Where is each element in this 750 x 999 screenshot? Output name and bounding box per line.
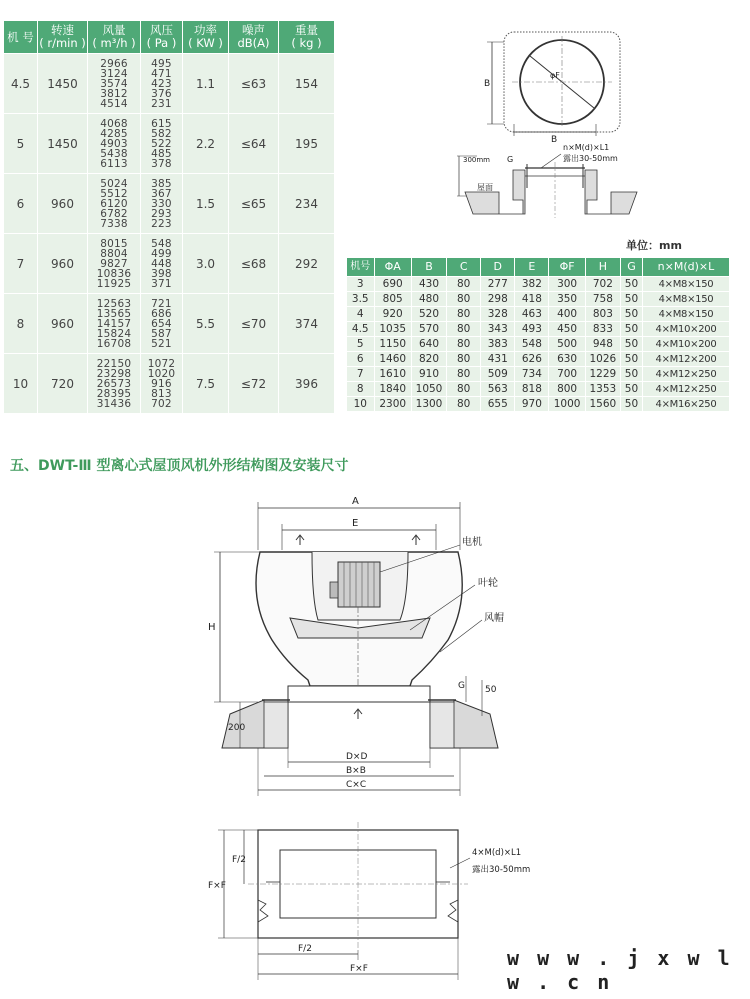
perf-cell-weight: 154 (279, 54, 335, 114)
perf-cell-speed: 1450 (38, 114, 88, 174)
dim-cell: 7 (347, 367, 375, 382)
perf-cell-noise: ≤63 (229, 54, 279, 114)
dim-cell: 80 (447, 367, 481, 382)
dim-cell: 1300 (411, 397, 446, 412)
perf-cell-noise: ≤64 (229, 114, 279, 174)
perf-cell-weight: 195 (279, 114, 335, 174)
label-fxf-v: F×F (208, 881, 226, 891)
dim-cell: 970 (515, 397, 549, 412)
perf-pressure-value: 448 (151, 257, 172, 270)
dim-cell: 4×M12×250 (642, 382, 729, 397)
dim-cell: 298 (481, 292, 515, 307)
perf-header-cell (4, 21, 38, 54)
perf-flow-value: 31436 (96, 397, 132, 410)
label-e: E (352, 518, 359, 529)
dim-cell: 1000 (549, 397, 585, 412)
perf-pressure-value: 378 (151, 157, 172, 170)
perf-pressure-value: 385 (151, 177, 172, 190)
dim-cell: 548 (515, 337, 549, 352)
perf-cell-power: 5.5 (183, 294, 229, 354)
perf-header-line1: 噪声 (242, 23, 265, 37)
dim-cell: 431 (481, 352, 515, 367)
dim-cell: 328 (481, 307, 515, 322)
perf-cell-no: 10 (4, 354, 38, 414)
dim-cell: 80 (447, 307, 481, 322)
dim-header-cell: n×M(d)×L (642, 258, 729, 277)
dim-cell: 800 (549, 382, 585, 397)
dim-cell: 1610 (374, 367, 411, 382)
dim-cell: 640 (411, 337, 446, 352)
dim-cell: 4.5 (347, 322, 375, 337)
perf-flow-value: 4903 (100, 137, 128, 150)
dim-cell: 4×M8×150 (642, 277, 729, 292)
dim-cell: 80 (447, 382, 481, 397)
dim-row (347, 367, 730, 382)
perf-flow-value: 16708 (96, 337, 132, 350)
dim-row (347, 397, 730, 412)
perf-flow-value: 3574 (100, 77, 128, 90)
perf-pressure-value: 293 (151, 207, 172, 220)
dim-cell: 4×M16×250 (642, 397, 729, 412)
dim-cell: 1560 (585, 397, 620, 412)
dim-cell: 383 (481, 337, 515, 352)
perf-header-line1: 机 号 (7, 29, 34, 44)
dim-cell: 50 (620, 397, 642, 412)
perf-cell-flow (88, 354, 141, 414)
dim-row (347, 337, 730, 352)
perf-cell-pressure (141, 54, 183, 114)
perf-cell-pressure (141, 114, 183, 174)
perf-cell-noise: ≤68 (229, 234, 279, 294)
perf-flow-value: 10836 (96, 267, 132, 280)
dim-cell: 500 (549, 337, 585, 352)
dim-cell: 655 (481, 397, 515, 412)
label-dxd: D×D (346, 752, 368, 762)
dim-header-cell: B (411, 258, 446, 277)
perf-pressure-value: 654 (151, 317, 172, 330)
dim-cell: 80 (447, 397, 481, 412)
perf-cell-flow (88, 54, 141, 114)
perf-cell-power: 7.5 (183, 354, 229, 414)
perf-pressure-value: 522 (151, 137, 172, 150)
perf-header-cell (141, 21, 183, 54)
perf-pressure-value: 495 (151, 57, 172, 70)
perf-cell-speed: 960 (38, 174, 88, 234)
website-url: w w w . j x w l w . c n (507, 946, 733, 994)
dim-cell: 563 (481, 382, 515, 397)
label-g: G (507, 155, 514, 164)
perf-flow-value: 26573 (96, 377, 132, 390)
dim-header-cell: 机号 (347, 258, 375, 277)
perf-cell-power: 2.2 (183, 114, 229, 174)
perf-flow-value: 23298 (96, 367, 132, 380)
perf-row (4, 114, 335, 174)
dim-cell: 690 (374, 277, 411, 292)
dim-cell: 1229 (585, 367, 620, 382)
dim-row (347, 307, 730, 322)
perf-header-line1: 风压 (150, 23, 173, 37)
label-fxf-h: F×F (350, 964, 368, 974)
dim-cell: 3.5 (347, 292, 375, 307)
label-protrude: 露出30-50mm (563, 154, 618, 163)
dim-cell: 626 (515, 352, 549, 367)
dim-cell: 702 (585, 277, 620, 292)
dim-cell: 4×M10×200 (642, 322, 729, 337)
dim-row (347, 352, 730, 367)
top-section-drawing (455, 142, 645, 222)
dim-cell: 343 (481, 322, 515, 337)
label-phi-f: φF (550, 71, 560, 80)
dim-cell: 3 (347, 277, 375, 292)
perf-pressure-value: 231 (151, 97, 172, 110)
dim-cell: 493 (515, 322, 549, 337)
perf-flow-value: 5512 (100, 187, 128, 200)
dim-cell: 1035 (374, 322, 411, 337)
label-cxc: C×C (346, 780, 367, 790)
dim-cell: 948 (585, 337, 620, 352)
dim-cell: 480 (411, 292, 446, 307)
dim-cell: 6 (347, 352, 375, 367)
dim-cell: 382 (515, 277, 549, 292)
dim-cell: 300 (549, 277, 585, 292)
dim-cell: 1050 (411, 382, 446, 397)
perf-header-line2: ( Pa ) (146, 36, 177, 50)
dim-cell: 1026 (585, 352, 620, 367)
perf-cell-pressure (141, 234, 183, 294)
perf-flow-value: 13565 (96, 307, 132, 320)
label-protrude-base: 露出30-50mm (472, 865, 531, 875)
label-two-hundred: 200 (228, 723, 246, 733)
dim-cell: 700 (549, 367, 585, 382)
perf-cell-pressure (141, 174, 183, 234)
label-bolt: n×M(d)×L1 (563, 143, 610, 152)
perf-cell-flow (88, 114, 141, 174)
perf-flow-value: 14157 (96, 317, 132, 330)
perf-flow-value: 6120 (100, 197, 128, 210)
perf-header-line1: 风量 (102, 23, 126, 37)
dim-cell: 80 (447, 352, 481, 367)
perf-pressure-value: 485 (151, 147, 172, 160)
dim-row (347, 277, 730, 292)
dim-cell: 400 (549, 307, 585, 322)
dim-cell: 1840 (374, 382, 411, 397)
perf-cell-noise: ≤65 (229, 174, 279, 234)
base-plan-drawing (200, 822, 550, 987)
dim-header-cell: G (620, 258, 642, 277)
perf-cell-no: 6 (4, 174, 38, 234)
dim-cell: 8 (347, 382, 375, 397)
perf-row (4, 354, 335, 414)
dim-cell: 820 (411, 352, 446, 367)
dim-cell: 4×M12×250 (642, 367, 729, 382)
perf-flow-value: 8804 (100, 247, 128, 260)
perf-cell-power: 3.0 (183, 234, 229, 294)
dim-cell: 833 (585, 322, 620, 337)
perf-pressure-value: 471 (151, 67, 172, 80)
perf-cell-noise: ≤72 (229, 354, 279, 414)
perf-header-line2: ( m³/h ) (92, 36, 136, 50)
perf-flow-value: 12563 (96, 297, 132, 310)
perf-header-line2: ( kg ) (291, 36, 322, 50)
dim-cell: 4×M12×200 (642, 352, 729, 367)
perf-flow-value: 3124 (100, 67, 128, 80)
perf-row (4, 54, 335, 114)
perf-flow-value: 5438 (100, 147, 128, 160)
perf-header-row (4, 21, 335, 54)
perf-pressure-value: 1072 (147, 357, 176, 370)
dim-cell: 50 (620, 382, 642, 397)
dim-cell: 734 (515, 367, 549, 382)
perf-header-line1: 重量 (295, 23, 318, 37)
perf-cell-weight: 234 (279, 174, 335, 234)
dim-cell: 758 (585, 292, 620, 307)
dim-header-row (347, 258, 730, 277)
perf-pressure-value: 615 (151, 117, 172, 130)
dim-row (347, 382, 730, 397)
perf-pressure-value: 367 (151, 187, 172, 200)
perf-cell-weight: 396 (279, 354, 335, 414)
perf-header-line2: dB(A) (237, 36, 270, 50)
dim-cell: 1460 (374, 352, 411, 367)
label-a: A (352, 496, 359, 507)
perf-row (4, 234, 335, 294)
perf-cell-weight: 292 (279, 234, 335, 294)
perf-pressure-value: 223 (151, 217, 172, 230)
perf-flow-value: 4068 (100, 117, 128, 130)
dim-cell: 80 (447, 292, 481, 307)
dim-cell: 277 (481, 277, 515, 292)
perf-cell-speed: 960 (38, 294, 88, 354)
dim-cell: 1150 (374, 337, 411, 352)
perf-cell-weight: 374 (279, 294, 335, 354)
perf-header-cell (38, 21, 88, 54)
label-bxb: B×B (346, 766, 366, 776)
dim-cell: 80 (447, 277, 481, 292)
dim-cell: 450 (549, 322, 585, 337)
perf-header-cell (279, 21, 335, 54)
dim-header-cell: ΦF (549, 258, 585, 277)
dim-header-cell: C (447, 258, 481, 277)
dim-cell: 4 (347, 307, 375, 322)
perf-pressure-value: 916 (151, 377, 172, 390)
dim-cell: 630 (549, 352, 585, 367)
perf-pressure-value: 582 (151, 127, 172, 140)
perf-pressure-value: 548 (151, 237, 172, 250)
perf-pressure-value: 721 (151, 297, 172, 310)
dim-cell: 920 (374, 307, 411, 322)
perf-cell-no: 5 (4, 114, 38, 174)
dim-cell: 805 (374, 292, 411, 307)
dim-cell: 803 (585, 307, 620, 322)
dim-cell: 1353 (585, 382, 620, 397)
dim-cell: 350 (549, 292, 585, 307)
label-impeller: 叶轮 (478, 578, 498, 589)
perf-cell-speed: 960 (38, 234, 88, 294)
label-f-half-h: F/2 (298, 944, 312, 954)
dim-header-cell: D (481, 258, 515, 277)
dim-cell: 520 (411, 307, 446, 322)
label-height-300: 300mm (463, 156, 490, 164)
perf-pressure-value: 499 (151, 247, 172, 260)
label-roof: 屋面 (477, 183, 493, 192)
perf-header-line2: ( KW ) (188, 36, 223, 50)
perf-cell-no: 8 (4, 294, 38, 354)
dim-cell: 818 (515, 382, 549, 397)
dim-cell: 4×M10×200 (642, 337, 729, 352)
dim-cell: 430 (411, 277, 446, 292)
label-hood: 风帽 (484, 613, 504, 624)
perf-cell-no: 4.5 (4, 54, 38, 114)
perf-flow-value: 8015 (100, 237, 128, 250)
dim-cell: 570 (411, 322, 446, 337)
perf-pressure-value: 702 (151, 397, 172, 410)
dim-cell: 50 (620, 352, 642, 367)
perf-header-line1: 转速 (51, 23, 74, 37)
dim-header-cell: H (585, 258, 620, 277)
perf-cell-noise: ≤70 (229, 294, 279, 354)
dim-cell: 50 (620, 292, 642, 307)
perf-header-cell (183, 21, 229, 54)
perf-pressure-value: 686 (151, 307, 172, 320)
perf-pressure-value: 371 (151, 277, 172, 290)
dim-cell: 50 (620, 307, 642, 322)
dim-cell: 418 (515, 292, 549, 307)
label-h: H (208, 622, 216, 633)
perf-flow-value: 6113 (100, 157, 128, 170)
perf-pressure-value: 521 (151, 337, 172, 350)
dim-header-cell: E (515, 258, 549, 277)
label-b-left: B (484, 79, 491, 89)
dim-cell: 80 (447, 322, 481, 337)
perf-pressure-value: 1020 (147, 367, 176, 380)
section-heading: 五、DWT-Ⅲ 型离心式屋顶风机外形结构图及安装尺寸 (10, 458, 349, 474)
dimension-table (346, 257, 730, 412)
perf-body (4, 54, 335, 414)
label-g-main: G (458, 681, 465, 691)
dim-cell: 10 (347, 397, 375, 412)
perf-flow-value: 7338 (100, 217, 128, 230)
perf-pressure-value: 376 (151, 87, 172, 100)
perf-pressure-value: 813 (151, 387, 172, 400)
perf-cell-speed: 1450 (38, 54, 88, 114)
perf-cell-flow (88, 234, 141, 294)
perf-cell-pressure (141, 354, 183, 414)
perf-cell-flow (88, 174, 141, 234)
perf-flow-value: 4514 (100, 97, 128, 110)
dim-row (347, 292, 730, 307)
perf-cell-power: 1.5 (183, 174, 229, 234)
label-b-bottom: B (551, 135, 558, 145)
dim-cell: 50 (620, 277, 642, 292)
performance-table (3, 20, 335, 414)
perf-flow-value: 2966 (100, 57, 128, 70)
dim-body (347, 277, 730, 412)
perf-pressure-value: 587 (151, 327, 172, 340)
perf-row (4, 174, 335, 234)
perf-pressure-value: 398 (151, 267, 172, 280)
perf-flow-value: 6782 (100, 207, 128, 220)
perf-pressure-value: 423 (151, 77, 172, 90)
dim-cell: 509 (481, 367, 515, 382)
perf-flow-value: 28395 (96, 387, 132, 400)
label-fifty: 50 (485, 685, 497, 695)
perf-flow-value: 22150 (96, 357, 132, 370)
perf-header-cell (229, 21, 279, 54)
dim-cell: 50 (620, 337, 642, 352)
perf-pressure-value: 330 (151, 197, 172, 210)
perf-header-line2: ( r/min ) (39, 36, 86, 50)
perf-cell-no: 7 (4, 234, 38, 294)
unit-label: 单位：mm (626, 239, 682, 252)
perf-flow-value: 5024 (100, 177, 128, 190)
dim-cell: 50 (620, 367, 642, 382)
top-plan-drawing (470, 20, 650, 145)
label-f-half-v: F/2 (232, 855, 246, 865)
label-bolt-base: 4×M(d)×L1 (472, 848, 522, 858)
dim-row (347, 322, 730, 337)
dim-cell: 463 (515, 307, 549, 322)
fan-elevation-drawing (200, 490, 520, 815)
perf-flow-value: 3812 (100, 87, 128, 100)
perf-header-cell (88, 21, 141, 54)
perf-header-line1: 功率 (194, 23, 217, 37)
perf-flow-value: 9827 (100, 257, 128, 270)
perf-cell-flow (88, 294, 141, 354)
perf-flow-value: 4285 (100, 127, 128, 140)
label-motor: 电机 (462, 537, 482, 548)
perf-flow-value: 15824 (96, 327, 132, 340)
dim-cell: 80 (447, 337, 481, 352)
perf-cell-power: 1.1 (183, 54, 229, 114)
perf-cell-pressure (141, 294, 183, 354)
perf-row (4, 294, 335, 354)
dim-cell: 4×M8×150 (642, 292, 729, 307)
dim-cell: 2300 (374, 397, 411, 412)
dim-cell: 5 (347, 337, 375, 352)
dim-cell: 50 (620, 322, 642, 337)
dim-header-cell: ΦA (374, 258, 411, 277)
dim-cell: 910 (411, 367, 446, 382)
perf-cell-speed: 720 (38, 354, 88, 414)
perf-flow-value: 11925 (96, 277, 132, 290)
dim-cell: 4×M8×150 (642, 307, 729, 322)
